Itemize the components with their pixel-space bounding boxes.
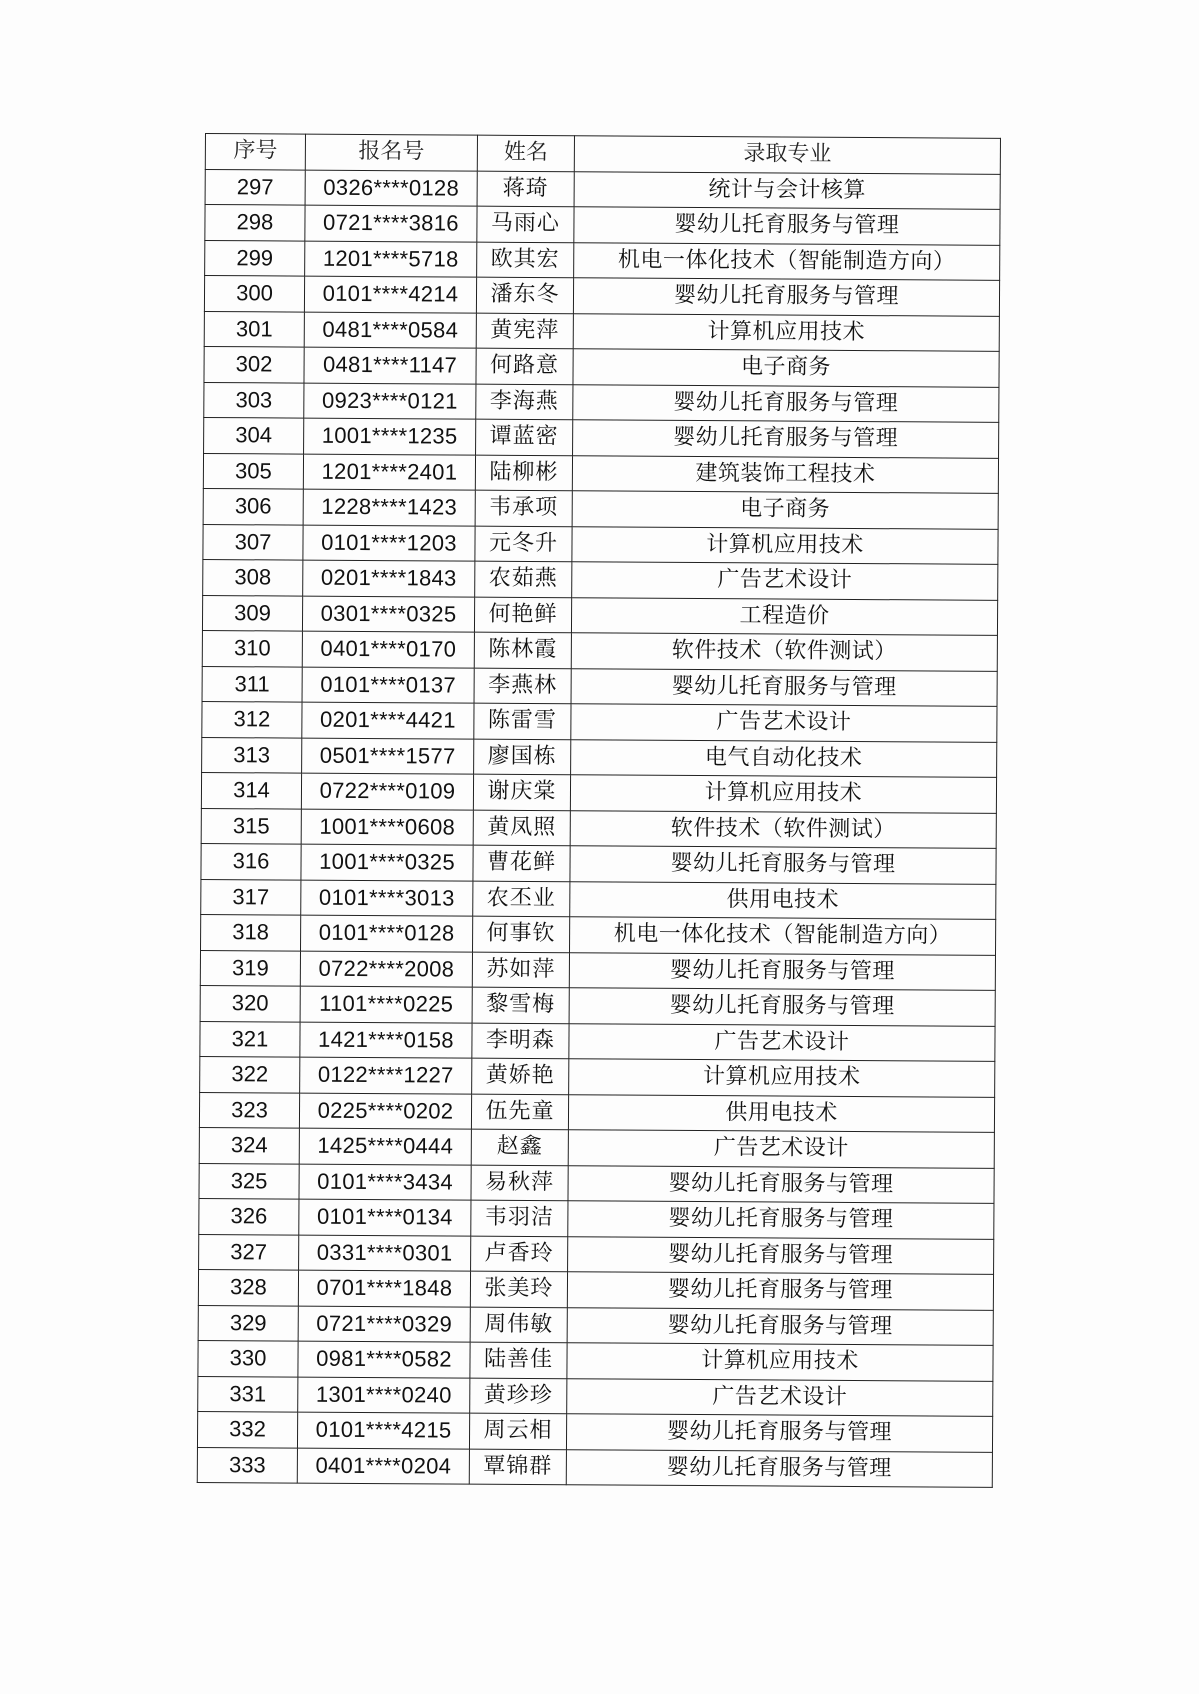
table-row	[198, 1340, 993, 1380]
seq-cell: 301	[204, 311, 304, 347]
reg-no-cell: 0721****0329	[298, 1306, 470, 1343]
major-cell: 婴幼儿托育服务与管理	[573, 420, 999, 458]
reg-no-cell: 0101****0128	[301, 915, 473, 952]
reg-no-cell: 1421****0158	[300, 1022, 472, 1059]
reg-no-cell: 0225****0202	[299, 1093, 471, 1130]
major-cell: 婴幼儿托育服务与管理	[574, 207, 1000, 245]
seq-cell: 324	[199, 1127, 299, 1163]
reg-no-cell: 0101****1203	[303, 525, 475, 562]
reg-no-cell: 1425****0444	[299, 1128, 471, 1165]
name-cell: 谢庆棠	[473, 774, 570, 810]
seq-cell: 297	[205, 169, 305, 205]
table-row	[203, 453, 998, 493]
table-row	[201, 914, 996, 954]
table-row	[204, 417, 999, 457]
major-cell: 婴幼儿托育服务与管理	[573, 278, 999, 316]
table-row	[204, 311, 999, 351]
name-cell: 黎雪梅	[472, 987, 569, 1023]
major-cell: 机电一体化技术（智能制造方向）	[574, 242, 1000, 280]
seq-cell: 303	[204, 382, 304, 418]
name-cell: 欧其宏	[477, 242, 574, 278]
major-cell: 电气自动化技术	[571, 739, 997, 777]
major-cell: 电子商务	[573, 349, 999, 387]
table-row	[199, 1234, 994, 1274]
seq-cell: 332	[197, 1411, 297, 1447]
header-seq: 序号	[205, 134, 305, 170]
major-cell: 婴幼儿托育服务与管理	[568, 1165, 994, 1203]
table-row	[203, 524, 998, 564]
seq-cell: 320	[200, 985, 300, 1021]
reg-no-cell: 0701****1848	[298, 1270, 470, 1307]
reg-no-cell: 0401****0204	[297, 1448, 469, 1485]
seq-cell: 299	[205, 240, 305, 276]
table-row	[201, 879, 996, 919]
major-cell: 婴幼儿托育服务与管理	[569, 952, 995, 990]
major-cell: 广告艺术设计	[568, 1130, 994, 1168]
major-cell: 婴幼儿托育服务与管理	[568, 1201, 994, 1239]
table-row	[199, 1198, 994, 1238]
name-cell: 谭蓝密	[476, 419, 573, 455]
seq-cell: 310	[202, 630, 302, 666]
reg-no-cell: 0326****0128	[305, 170, 477, 207]
seq-cell: 313	[202, 737, 302, 773]
table-row	[205, 169, 1000, 209]
name-cell: 潘东冬	[476, 277, 573, 313]
major-cell: 婴幼儿托育服务与管理	[570, 846, 996, 884]
reg-no-cell: 0122****1227	[300, 1057, 472, 1094]
name-cell: 李明森	[472, 1023, 569, 1059]
table-row	[203, 559, 998, 599]
name-cell: 黄珍珍	[470, 1378, 567, 1414]
table-row	[204, 346, 999, 386]
seq-cell: 300	[204, 276, 304, 312]
reg-no-cell: 0401****0170	[302, 631, 474, 668]
major-cell: 广告艺术设计	[571, 704, 997, 742]
name-cell: 李燕林	[474, 668, 571, 704]
name-cell: 何事钦	[473, 916, 570, 952]
seq-cell: 309	[202, 595, 302, 631]
reg-no-cell: 1301****0240	[298, 1377, 470, 1414]
reg-no-cell: 0201****4421	[302, 702, 474, 739]
reg-no-cell: 1228****1423	[303, 489, 475, 526]
reg-no-cell: 0331****0301	[299, 1235, 471, 1272]
reg-no-cell: 0201****1843	[303, 560, 475, 597]
seq-cell: 316	[201, 843, 301, 879]
header-row	[205, 134, 1000, 174]
table-row	[202, 701, 997, 741]
major-cell: 婴幼儿托育服务与管理	[569, 988, 995, 1026]
table-row	[201, 772, 996, 812]
reg-no-cell: 0481****1147	[304, 347, 476, 384]
reg-no-cell: 0721****3816	[305, 205, 477, 242]
name-cell: 易秋萍	[471, 1165, 568, 1201]
name-cell: 黄娇艳	[472, 1058, 569, 1094]
reg-no-cell: 0301****0325	[302, 596, 474, 633]
reg-no-cell: 1001****0608	[301, 809, 473, 846]
major-cell: 工程造价	[571, 597, 997, 635]
table-row	[202, 666, 997, 706]
seq-cell: 323	[199, 1092, 299, 1128]
name-cell: 元冬升	[475, 526, 572, 562]
name-cell: 韦承项	[475, 490, 572, 526]
name-cell: 赵鑫	[471, 1129, 568, 1165]
table-row	[199, 1092, 994, 1132]
reg-no-cell: 0481****0584	[304, 312, 476, 349]
table-row	[202, 630, 997, 670]
name-cell: 覃锦群	[469, 1449, 566, 1485]
name-cell: 何艳鲜	[474, 597, 571, 633]
table-row	[205, 205, 1000, 245]
major-cell: 计算机应用技术	[570, 775, 996, 813]
reg-no-cell: 0501****1577	[302, 738, 474, 775]
seq-cell: 306	[203, 488, 303, 524]
reg-no-cell: 0981****0582	[298, 1341, 470, 1378]
reg-no-cell: 0101****4214	[304, 276, 476, 313]
major-cell: 电子商务	[572, 491, 998, 529]
reg-no-cell: 1001****0325	[301, 844, 473, 881]
table-row	[203, 488, 998, 528]
seq-cell: 318	[201, 914, 301, 950]
name-cell: 陈林霞	[474, 632, 571, 668]
table-row	[204, 382, 999, 422]
name-cell: 张美玲	[470, 1271, 567, 1307]
table-row	[202, 737, 997, 777]
seq-cell: 302	[204, 346, 304, 382]
reg-no-cell: 0722****0109	[301, 773, 473, 810]
major-cell: 计算机应用技术	[572, 526, 998, 564]
name-cell: 伍先童	[471, 1094, 568, 1130]
name-cell: 曹花鲜	[473, 845, 570, 881]
reg-no-cell: 0101****0137	[302, 667, 474, 704]
header-major: 录取专业	[574, 136, 1000, 174]
seq-cell: 333	[197, 1447, 297, 1483]
name-cell: 黄凤照	[473, 810, 570, 846]
seq-cell: 298	[205, 205, 305, 241]
table-row	[198, 1376, 993, 1416]
reg-no-cell: 1001****1235	[304, 418, 476, 455]
seq-cell: 317	[201, 879, 301, 915]
name-cell: 韦羽洁	[471, 1200, 568, 1236]
name-cell: 廖国栋	[474, 739, 571, 775]
major-cell: 婴幼儿托育服务与管理	[573, 384, 999, 422]
name-cell: 蒋琦	[477, 171, 574, 207]
major-cell: 计算机应用技术	[573, 313, 999, 351]
seq-cell: 311	[202, 666, 302, 702]
major-cell: 婴幼儿托育服务与管理	[567, 1307, 993, 1345]
table-row	[198, 1269, 993, 1309]
table-body	[197, 169, 1000, 1487]
major-cell: 广告艺术设计	[569, 1023, 995, 1061]
major-cell: 建筑装饰工程技术	[572, 455, 998, 493]
major-cell: 婴幼儿托育服务与管理	[568, 1236, 994, 1274]
seq-cell: 304	[204, 417, 304, 453]
name-cell: 周伟敏	[470, 1307, 567, 1343]
major-cell: 软件技术（软件测试）	[570, 810, 996, 848]
reg-no-cell: 0923****0121	[304, 383, 476, 420]
seq-cell: 321	[200, 1021, 300, 1057]
table-row	[200, 985, 995, 1025]
seq-cell: 329	[198, 1305, 298, 1341]
seq-cell: 326	[199, 1198, 299, 1234]
major-cell: 婴幼儿托育服务与管理	[566, 1414, 992, 1452]
name-cell: 卢香玲	[471, 1236, 568, 1272]
major-cell: 供用电技术	[570, 881, 996, 919]
header-name: 姓名	[477, 135, 574, 171]
table-row	[205, 240, 1000, 280]
reg-no-cell: 1201****5718	[305, 241, 477, 278]
major-cell: 广告艺术设计	[567, 1378, 993, 1416]
table-row	[200, 1056, 995, 1096]
major-cell: 婴幼儿托育服务与管理	[571, 668, 997, 706]
table-row	[201, 808, 996, 848]
major-cell: 广告艺术设计	[572, 562, 998, 600]
seq-cell: 322	[200, 1056, 300, 1092]
name-cell: 何路意	[476, 348, 573, 384]
table-row	[200, 950, 995, 990]
seq-cell: 307	[203, 524, 303, 560]
name-cell: 陈雷雪	[474, 703, 571, 739]
reg-no-cell: 0101****3013	[301, 880, 473, 917]
seq-cell: 312	[202, 701, 302, 737]
name-cell: 苏如萍	[472, 952, 569, 988]
major-cell: 计算机应用技术	[569, 1059, 995, 1097]
name-cell: 农茹燕	[475, 561, 572, 597]
reg-no-cell: 0101****3434	[299, 1164, 471, 1201]
major-cell: 婴幼儿托育服务与管理	[566, 1449, 992, 1487]
name-cell: 马雨心	[477, 206, 574, 242]
header-reg-no: 报名号	[305, 134, 477, 171]
major-cell: 统计与会计核算	[574, 171, 1000, 209]
table-row	[197, 1411, 992, 1451]
major-cell: 机电一体化技术（智能制造方向）	[570, 917, 996, 955]
seq-cell: 327	[199, 1234, 299, 1270]
seq-cell: 314	[201, 772, 301, 808]
seq-cell: 331	[198, 1376, 298, 1412]
reg-no-cell: 0101****4215	[297, 1412, 469, 1449]
name-cell: 黄宪萍	[476, 313, 573, 349]
name-cell: 周云相	[469, 1413, 566, 1449]
table-row	[202, 595, 997, 635]
admission-table	[197, 133, 1001, 1488]
reg-no-cell: 1101****0225	[300, 986, 472, 1023]
name-cell: 李海燕	[476, 384, 573, 420]
table-row	[201, 843, 996, 883]
seq-cell: 319	[200, 950, 300, 986]
table-row	[197, 1447, 992, 1487]
seq-cell: 315	[201, 808, 301, 844]
major-cell: 婴幼儿托育服务与管理	[567, 1272, 993, 1310]
table-row	[200, 1021, 995, 1061]
major-cell: 计算机应用技术	[567, 1343, 993, 1381]
seq-cell: 308	[203, 559, 303, 595]
name-cell: 陆柳彬	[475, 455, 572, 491]
seq-cell: 330	[198, 1340, 298, 1376]
table-row	[204, 276, 999, 316]
seq-cell: 305	[203, 453, 303, 489]
seq-cell: 325	[199, 1163, 299, 1199]
reg-no-cell: 1201****2401	[303, 454, 475, 491]
table-row	[199, 1163, 994, 1203]
seq-cell: 328	[198, 1269, 298, 1305]
major-cell: 软件技术（软件测试）	[571, 633, 997, 671]
major-cell: 供用电技术	[568, 1094, 994, 1132]
table-row	[199, 1127, 994, 1167]
name-cell: 陆善佳	[470, 1342, 567, 1378]
table-row	[198, 1305, 993, 1345]
reg-no-cell: 0101****0134	[299, 1199, 471, 1236]
name-cell: 农丕业	[473, 881, 570, 917]
reg-no-cell: 0722****2008	[300, 951, 472, 988]
